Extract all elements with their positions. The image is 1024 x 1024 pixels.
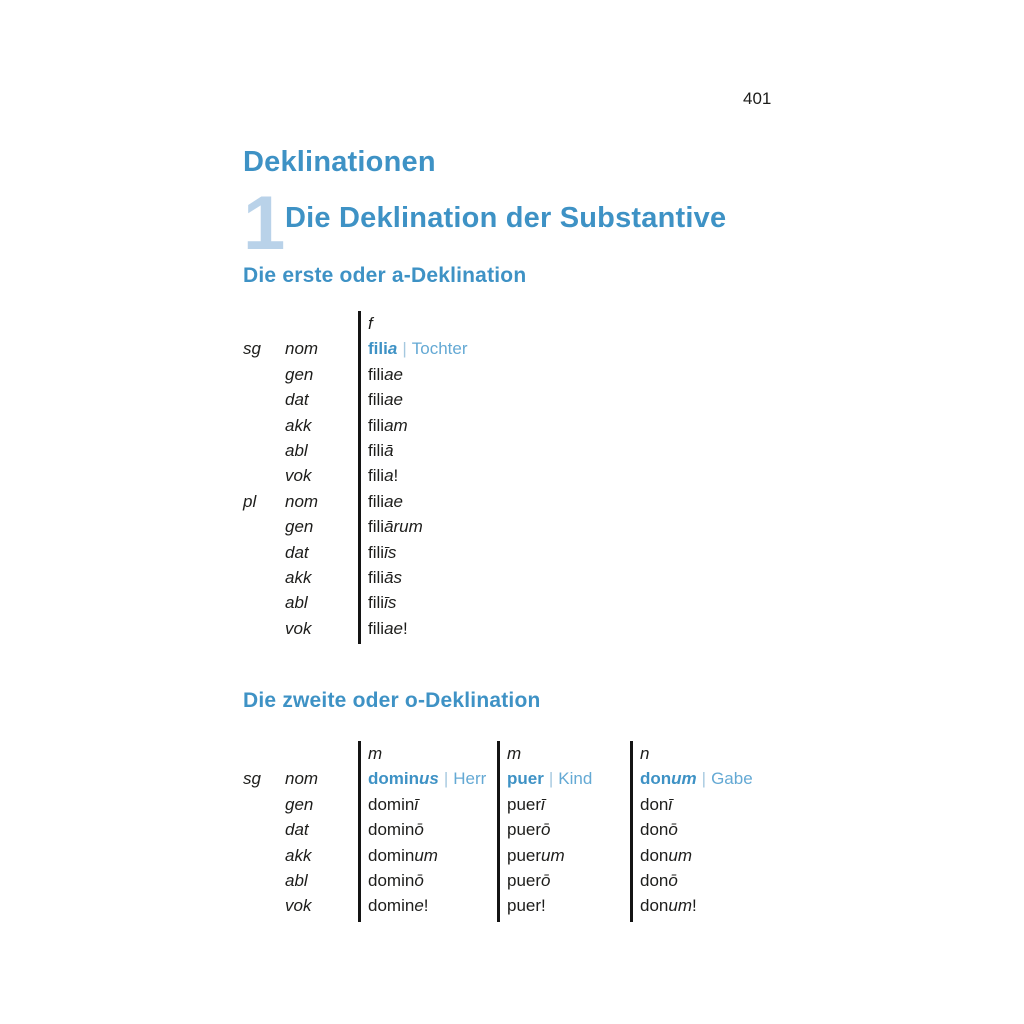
latin-word [368, 769, 439, 788]
table-row [243, 817, 883, 842]
case-label: akk [285, 845, 312, 865]
number-label: sg [243, 769, 261, 789]
latin-word [640, 820, 678, 839]
separator-bar: | [548, 769, 554, 789]
word-ending: um [414, 845, 438, 865]
word-stem: fili [368, 567, 385, 587]
latin-word [507, 871, 551, 890]
table-row [243, 540, 663, 565]
latin-word [507, 896, 546, 915]
word-ending: ō [414, 870, 424, 890]
word-cell [368, 413, 408, 438]
latin-word [507, 795, 545, 814]
latin-word [507, 846, 565, 865]
word-ending: īs [384, 593, 397, 613]
word-cell [368, 766, 486, 791]
word-cell [368, 336, 467, 361]
word-suffix: ! [393, 466, 399, 486]
word-cell [368, 387, 403, 412]
word-cell [368, 463, 398, 488]
latin-word [640, 795, 672, 814]
word-suffix: ! [402, 618, 408, 638]
word-stem: puer [507, 870, 542, 890]
subheading-o-declension: Die zweite oder o-Deklination [243, 689, 541, 712]
latin-word [640, 871, 678, 890]
word-cell [368, 843, 438, 868]
case-label: gen [285, 794, 314, 814]
word-cell [507, 817, 551, 842]
word-cell [368, 489, 403, 514]
word-ending: ī [541, 794, 545, 814]
latin-word [507, 769, 544, 788]
translation: Herr [453, 769, 487, 789]
case-label: gen [285, 517, 314, 537]
word-ending: a [384, 466, 394, 486]
word-cell [368, 362, 403, 387]
case-label: akk [285, 567, 312, 587]
word-ending: ae [384, 491, 403, 511]
case-label: vok [285, 466, 312, 486]
latin-word [368, 871, 424, 890]
case-label: abl [285, 870, 308, 890]
word-ending: ī [668, 794, 673, 814]
word-cell [368, 590, 396, 615]
table-row [243, 565, 663, 590]
subheading-a-declension: Die erste oder a-Deklination [243, 264, 527, 287]
word-cell [640, 817, 678, 842]
table-row [243, 463, 663, 488]
latin-word [368, 619, 408, 638]
section-heading-row [243, 181, 727, 266]
word-stem: don [640, 896, 669, 916]
case-label: dat [285, 820, 309, 840]
table-row [243, 336, 663, 361]
table-row [243, 362, 663, 387]
case-label: vok [285, 618, 312, 638]
number-label: sg [243, 339, 261, 359]
separator-bar: | [443, 769, 449, 789]
latin-word [640, 769, 697, 788]
word-ending: ae [384, 390, 403, 410]
word-cell [640, 792, 672, 817]
word-ending: um [668, 896, 692, 916]
word-stem: domin [368, 794, 415, 814]
latin-word [368, 441, 394, 460]
word-stem: don [640, 845, 669, 865]
word-ending: am [384, 415, 408, 435]
word-stem: fili [368, 364, 385, 384]
word-stem: fili [368, 618, 385, 638]
case-label: gen [285, 364, 314, 384]
table-row [243, 438, 663, 463]
latin-word [368, 896, 429, 915]
word-ending: ae [384, 364, 403, 384]
word-suffix: ! [423, 896, 429, 916]
word-stem: don [640, 769, 672, 789]
word-ending: ō [541, 820, 551, 840]
word-stem: puer [507, 769, 544, 789]
word-suffix: ! [541, 896, 546, 916]
translation: Gabe [711, 769, 753, 789]
word-stem: puer [507, 845, 542, 865]
word-stem: fili [368, 339, 388, 359]
latin-word [640, 896, 697, 915]
table-row [243, 616, 663, 641]
table-rows [243, 311, 663, 641]
word-stem: fili [368, 390, 385, 410]
latin-word [368, 390, 403, 409]
separator-bar: | [402, 339, 407, 359]
case-label: vok [285, 896, 312, 916]
word-cell [507, 766, 592, 791]
latin-word [368, 568, 402, 587]
declension-table-o [243, 741, 883, 922]
word-stem: don [640, 870, 669, 890]
word-ending: ās [384, 567, 403, 587]
word-stem: don [640, 820, 669, 840]
gender-label: m [368, 744, 383, 763]
latin-word [368, 339, 397, 358]
word-cell [368, 616, 408, 641]
word-stem: domin [368, 820, 415, 840]
case-label: akk [285, 415, 312, 435]
word-cell [507, 792, 545, 817]
word-suffix: ! [692, 896, 697, 916]
latin-word [368, 492, 403, 511]
word-cell [368, 438, 394, 463]
separator-bar: | [701, 769, 707, 789]
word-stem: puer [507, 794, 542, 814]
word-ending: us [419, 769, 439, 789]
word-ending: e [414, 896, 424, 916]
word-ending: um [541, 845, 565, 865]
word-ending: īs [384, 542, 397, 562]
word-stem: fili [368, 517, 385, 537]
declension-table-a [243, 311, 663, 644]
latin-word [368, 517, 423, 536]
case-label: nom [285, 339, 319, 359]
word-cell [640, 766, 753, 791]
gender-header-row [243, 311, 663, 336]
word-cell [368, 792, 418, 817]
word-stem: domin [368, 845, 415, 865]
word-cell [507, 893, 546, 918]
word-ending: ō [541, 870, 551, 890]
gender-label: n [640, 744, 650, 763]
word-cell [368, 514, 423, 539]
table-row [243, 792, 883, 817]
word-cell [640, 843, 692, 868]
word-stem: fili [368, 440, 385, 460]
number-label: pl [243, 491, 257, 511]
word-stem: domin [368, 769, 419, 789]
translation: Tochter [411, 339, 468, 359]
latin-word [368, 795, 418, 814]
case-label: nom [285, 769, 319, 789]
latin-word [368, 593, 396, 612]
word-ending: ō [414, 820, 424, 840]
translation: Kind [558, 769, 593, 789]
chapter-heading: Deklinationen [243, 146, 436, 178]
case-label: dat [285, 390, 309, 410]
table-row [243, 868, 883, 893]
table-row [243, 843, 883, 868]
word-stem: fili [368, 542, 385, 562]
case-label: abl [285, 440, 308, 460]
gender-header-row [243, 741, 883, 766]
word-ending: ī [414, 794, 419, 814]
word-cell [507, 868, 551, 893]
case-label: dat [285, 542, 309, 562]
word-stem: puer [507, 896, 542, 916]
word-stem: fili [368, 491, 385, 511]
latin-word [507, 820, 551, 839]
word-ending: ae [384, 618, 403, 638]
latin-word [368, 846, 438, 865]
table-row [243, 413, 663, 438]
word-cell [640, 893, 697, 918]
word-ending: um [671, 769, 697, 789]
word-stem: fili [368, 466, 385, 486]
table-row [243, 766, 883, 791]
word-cell [368, 540, 396, 565]
word-ending: um [668, 845, 692, 865]
latin-word [368, 543, 396, 562]
word-stem: domin [368, 896, 415, 916]
section-number: 1 [243, 181, 284, 266]
word-ending: ō [668, 870, 678, 890]
table-row [243, 893, 883, 918]
case-label: abl [285, 593, 308, 613]
word-cell [368, 893, 429, 918]
gender-label: m [507, 744, 522, 763]
word-cell [368, 868, 424, 893]
latin-word [368, 820, 424, 839]
table-row [243, 387, 663, 412]
table-row [243, 514, 663, 539]
word-stem: don [640, 794, 669, 814]
table-row [243, 590, 663, 615]
word-stem: fili [368, 593, 385, 613]
word-ending: ā [384, 440, 394, 460]
gender-label: f [368, 314, 373, 333]
word-stem: domin [368, 870, 415, 890]
latin-word [640, 846, 692, 865]
section-title: Die Deklination der Substantive [285, 202, 727, 234]
latin-word [368, 466, 398, 485]
word-stem: fili [368, 415, 385, 435]
word-stem: puer [507, 820, 542, 840]
case-label: nom [285, 491, 319, 511]
latin-word [368, 416, 408, 435]
word-ending: a [387, 339, 398, 359]
page-number: 401 [743, 89, 772, 108]
word-cell [368, 565, 402, 590]
latin-word [368, 365, 403, 384]
word-cell [640, 868, 678, 893]
word-ending: ārum [384, 517, 423, 537]
table-rows [243, 741, 883, 919]
word-ending: ō [668, 820, 678, 840]
word-cell [368, 817, 424, 842]
table-row [243, 489, 663, 514]
word-cell [507, 843, 565, 868]
